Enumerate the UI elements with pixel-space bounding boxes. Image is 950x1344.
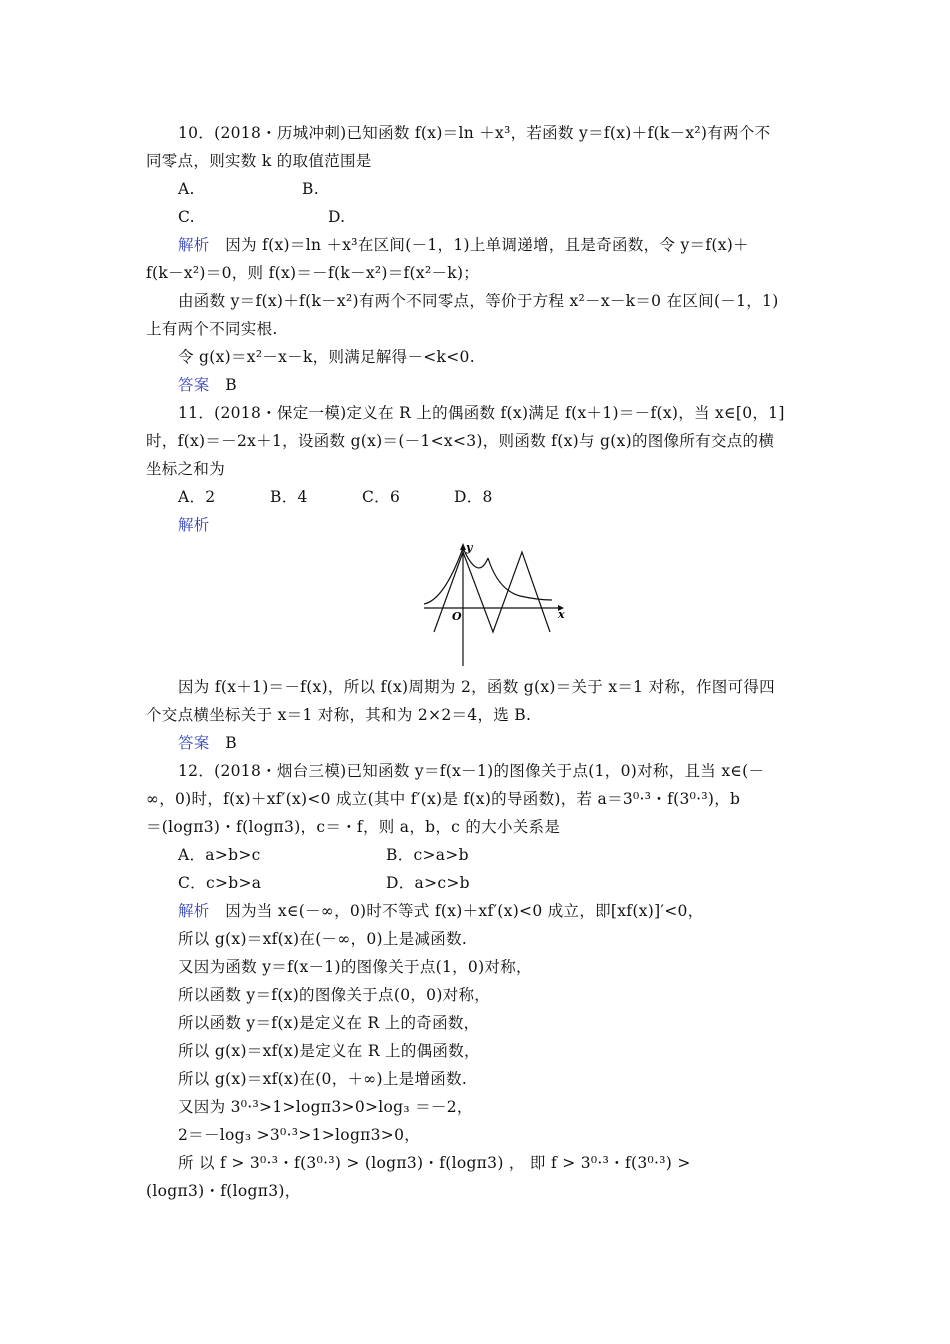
q11-answer-label: 答案	[178, 734, 210, 752]
q11-function-graph	[420, 540, 570, 670]
q12-stem-line-1: 12．(2018・烟台三模)已知函数 y＝f(x－1)的图像关于点(1，0)对称，且当 x∈(－	[178, 762, 765, 780]
q11-option-d: D．8	[454, 488, 493, 506]
graph-origin-label: O	[452, 610, 462, 623]
q10-stem-line-2: 同零点，则实数 k 的取值范围是	[146, 152, 372, 170]
q12-stem-line-2: ∞，0)时，f(x)＋xf′(x)<0 成立(其中 f′(x)是 f(x)的导函数)，若 a＝3⁰·³・f(3⁰·³)，b	[146, 790, 741, 808]
q12-solution-line-8: 又因为 3⁰·³>1>logπ3>0>log₃ ＝－2，	[178, 1098, 473, 1116]
q12-stem-line-3: ＝(logπ3)・f(logπ3)，c＝・f，则 a，b，c 的大小关系是	[146, 818, 561, 836]
q10-option-c: C.	[178, 208, 195, 226]
q11-jiexi-label: 解析	[178, 516, 210, 534]
q12-solution-line-9: 2＝－log₃ >3⁰·³>1>logπ3>0，	[178, 1126, 421, 1144]
q11-solution-line-2: 个交点横坐标关于 x＝1 对称，其和为 2×2＝4，选 B.	[146, 706, 532, 724]
q10-option-a: A.	[178, 180, 195, 198]
q11-stem-line-2: 时，f(x)＝－2x＋1，设函数 g(x)＝(－1<x<3)，则函数 f(x)与 g(x)的图像所有交点的横	[146, 432, 775, 450]
q12-option-d: D．a>c>b	[386, 874, 470, 892]
graph-svg	[420, 540, 570, 670]
q11-answer-value: B	[225, 734, 237, 752]
q10-answer-line	[178, 375, 237, 395]
q10-option-d: D.	[328, 208, 346, 226]
q11-stem-line-3: 坐标之和为	[146, 460, 226, 478]
graph-y-label: y	[466, 541, 473, 554]
q10-option-b: B.	[302, 180, 319, 198]
q12-solution-line-4: 所以函数 y＝f(x)的图像关于点(0，0)对称，	[178, 986, 491, 1004]
q10-solution-line-1	[178, 235, 749, 255]
q10-solution-text-1: 因为 f(x)＝ln ＋x³在区间(－1，1)上单调递增，且是奇函数，令 y＝f(x)＋	[225, 236, 749, 254]
q12-solution-line-3: 又因为函数 y＝f(x－1)的图像关于点(1，0)对称，	[178, 958, 532, 976]
q12-solution-line-1	[178, 901, 704, 921]
q12-solution-line-11: (logπ3)・f(logπ3)，	[146, 1182, 301, 1200]
q10-solution-line-4: 上有两个不同实根.	[146, 320, 278, 338]
g-curve-left	[424, 548, 463, 604]
q11-option-c: C．6	[362, 488, 401, 506]
q10-solution-line-3: 由函数 y＝f(x)＋f(k－x²)有两个不同零点，等价于方程 x²－x－k＝0 在区间(－1，1)	[178, 292, 779, 310]
q10-answer-value: B	[225, 376, 237, 394]
q11-solution-line-1: 因为 f(x＋1)＝－f(x)，所以 f(x)周期为 2，函数 g(x)＝关于 x＝1 对称，作图可得四	[178, 678, 775, 696]
q11-stem-line-1: 11．(2018・保定一模)定义在 R 上的偶函数 f(x)满足 f(x＋1)＝－f(x)，当 x∈[0，1]	[178, 404, 785, 422]
q12-solution-line-6: 所以 g(x)＝xf(x)是定义在 R 上的偶函数，	[178, 1042, 480, 1060]
q12-solution-line-2: 所以 g(x)＝xf(x)在(－∞，0)上是减函数.	[178, 930, 468, 948]
q12-solution-line-10: 所 以 f > 3⁰·³・f(3⁰·³) > (logπ3)・f(logπ3) ， 即 f > 3⁰·³・f(3⁰·³) >	[178, 1154, 691, 1172]
g-curve-right	[488, 558, 552, 600]
q11-option-a: A．2	[178, 488, 216, 506]
q11-option-b: B．4	[270, 488, 308, 506]
q12-jiexi-label: 解析	[178, 902, 210, 920]
q10-solution-line-5: 令 g(x)＝x²－x－k，则满足解得－<k<0.	[178, 348, 475, 366]
q12-option-a: A．a>b>c	[178, 846, 261, 864]
q12-option-c: C．c>b>a	[178, 874, 262, 892]
q12-option-b: B．c>a>b	[386, 846, 469, 864]
q12-solution-line-5: 所以函数 y＝f(x)是定义在 R 上的奇函数，	[178, 1014, 480, 1032]
q10-jiexi-label: 解析	[178, 236, 210, 254]
q10-stem-line-1: 10．(2018・历城冲刺)已知函数 f(x)＝ln ＋x³，若函数 y＝f(x)＋f(k－x²)有两个不	[178, 124, 771, 142]
graph-x-label: x	[558, 608, 565, 621]
q11-answer-line	[178, 733, 237, 753]
q12-solution-line-7: 所以 g(x)＝xf(x)在(0，＋∞)上是增函数.	[178, 1070, 468, 1088]
q10-answer-label: 答案	[178, 376, 210, 394]
q10-solution-line-2: f(k－x²)＝0，则 f(x)＝－f(k－x²)＝f(x²－k)；	[146, 264, 480, 282]
q12-solution-text-1: 因为当 x∈(－∞，0)时不等式 f(x)＋xf′(x)<0 成立，即[xf(x)]′<0，	[225, 902, 704, 920]
